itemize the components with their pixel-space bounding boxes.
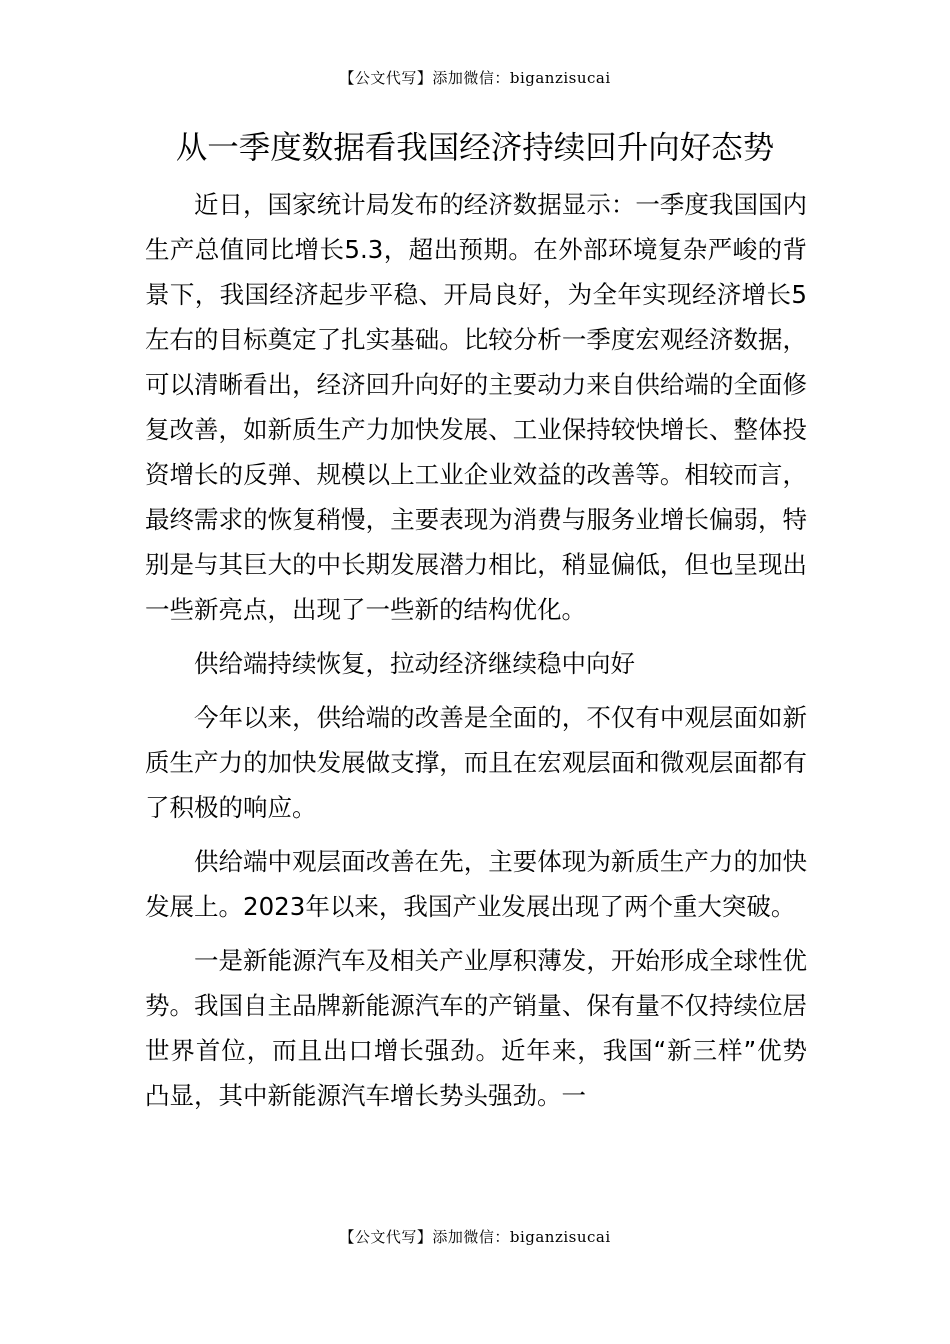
- document-body: [145, 182, 807, 1127]
- paragraph-intro: 近日，国家统计局发布的经济数据显示：一季度我国国内生产总值同比增长5.3，超出预期。在外部环境复杂严峻的背景下，我国经济起步平稳、开局良好，为全年实现经济增长5左右的目标奠定了扎实基础。比较分析一季度宏观经济数据，可以清晰看出，经济回升向好的主要动力来自供给端的全面修复改善，如新质生产力加快发展、工业保持较快增长、整体投资增长的反弹、规模以上工业企业效益的改善等。相较而言，最终需求的恢复稍慢，主要表现为消费与服务业增长偏弱，特别是与其巨大的中长期发展潜力相比，稍显偏低，但也呈现出一些新亮点，出现了一些新的结构优化。: [145, 190, 807, 624]
- page-footer-note: 【公文代写】添加微信：biganzisucai: [339, 1228, 611, 1246]
- page-header-note: 【公文代写】添加微信：biganzisucai: [339, 69, 611, 87]
- paragraph-supply-side: 今年以来，供给端的改善是全面的，不仅有中观层面如新质生产力的加快发展做支撑，而且在宏观层面和微观层面都有了积极的响应。: [145, 703, 807, 822]
- paragraph-new-energy-vehicles: 一是新能源汽车及相关产业厚积薄发，开始形成全球性优势。我国自主品牌新能源汽车的产销量、保有量不仅持续位居世界首位，而且出口增长强劲。近年来，我国“新三样”优势凸显，其中新能源汽车增长势头强劲。一: [145, 946, 807, 1110]
- section-heading: 供给端持续恢复，拉动经济继续稳中向好: [194, 649, 635, 678]
- paragraph-meso-level: 供给端中观层面改善在先，主要体现为新质生产力的加快发展上。2023年以来，我国产业发展出现了两个重大突破。: [145, 847, 807, 921]
- document-title: 从一季度数据看我国经济持续回升向好态势: [175, 130, 775, 166]
